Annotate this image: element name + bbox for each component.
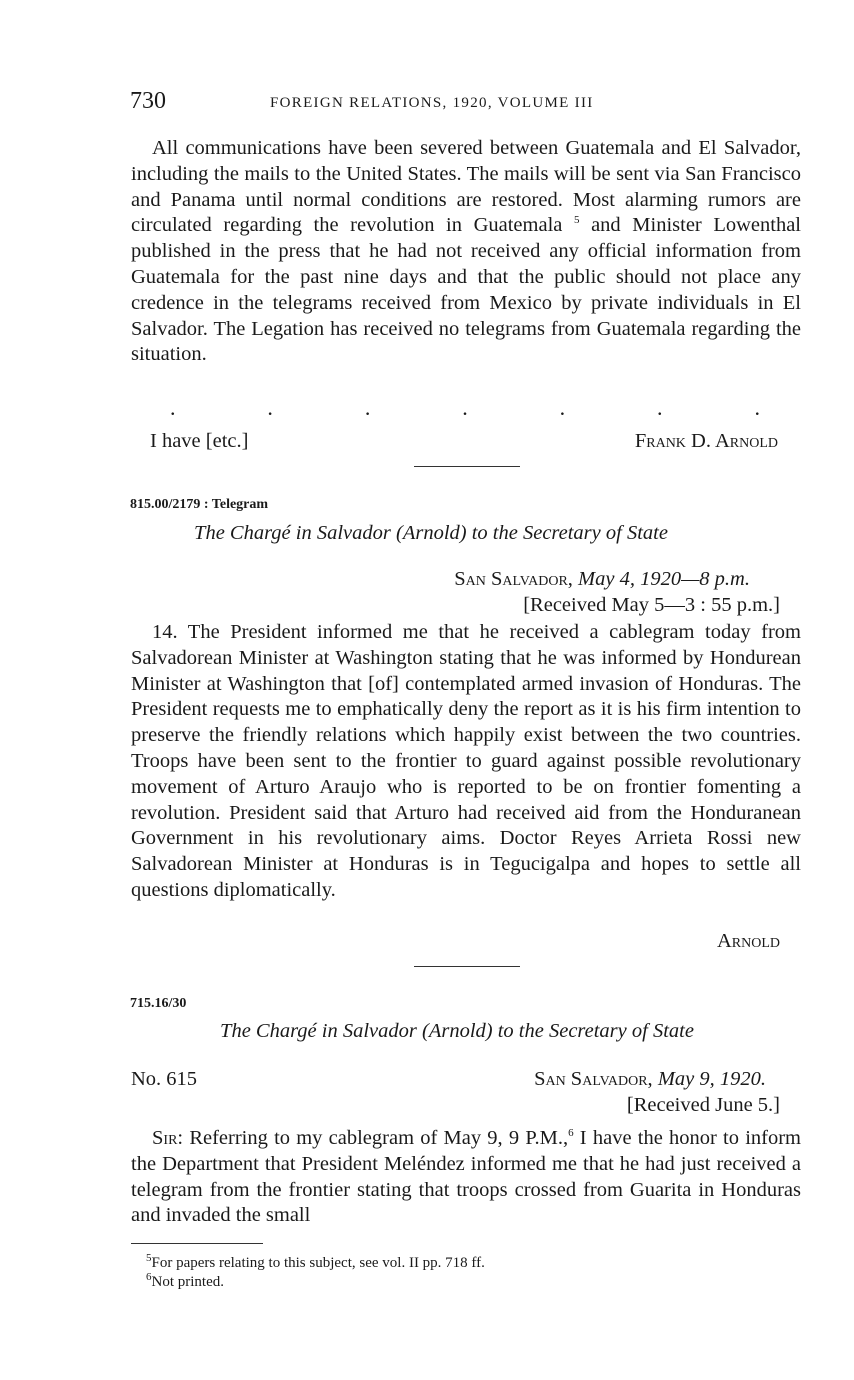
dateline: [534, 1068, 766, 1091]
ellipsis-dot: .: [364, 395, 371, 420]
dateline-place: San Salvador,: [454, 568, 573, 590]
despatch-body: [131, 1126, 801, 1229]
page-header: [130, 88, 800, 118]
footnote-mark: 6: [146, 1271, 152, 1283]
footnote-6: [146, 1273, 224, 1291]
document-title: The Chargé in Salvador (Arnold) to the Secretary of State: [220, 1020, 694, 1042]
section-divider: [414, 466, 520, 467]
footnote-rule: [131, 1243, 263, 1244]
intro-paragraph: [131, 136, 801, 368]
dateline: [454, 568, 750, 591]
ellipsis-dot: .: [754, 395, 760, 420]
file-number: 715.16/30: [130, 996, 187, 1011]
footnote-ref-6: 6: [568, 1127, 574, 1140]
footnote-5: [146, 1254, 485, 1272]
closing-line: I have [etc.]: [150, 430, 249, 452]
received-line: [Received May 5—3 : 55 p.m.]: [523, 594, 780, 616]
ellipsis-dot: .: [170, 395, 176, 420]
despatch-number: No. 615: [131, 1068, 198, 1090]
footnote-mark: 5: [146, 1252, 152, 1264]
signature-arnold: Arnold: [716, 930, 780, 952]
footnote-ref-5: 5: [573, 214, 580, 227]
salutation: Sir:: [152, 1127, 184, 1149]
received-line: [Received June 5.]: [626, 1094, 780, 1116]
page-number: 730: [130, 88, 166, 114]
despatch-text-a: Referring to my cablegram of May 9, 9 P.M.,: [183, 1127, 569, 1149]
ellipsis-dot: .: [657, 395, 663, 420]
document-title: The Chargé in Salvador (Arnold) to the Secretary of State: [194, 522, 668, 544]
despatch-text-b: I have the honor to inform the Department that President Meléndez informed me that he had just received a telegram from the frontier stating that troops crossed from Guarita in Honduras and invaded the small: [131, 1127, 802, 1227]
intro-text-a: All communications have been severed between Guatemala and El Salvador, including the mails to the United States. The mails will be sent via San Francisco and Panama until normal conditions are restored. Most alarming rumors are circulated regarding the revolution in Guatemala: [131, 137, 801, 237]
ellipsis-dot: .: [267, 395, 273, 420]
ellipsis-dot: .: [462, 395, 468, 420]
intro-text-b: and Minister Lowenthal published in the press that he had not received any official information from Guatemala for the past nine days and that the public should not place any credence in the telegrams received from Mexico by private individuals in El Salvador. The Legation has received no telegrams from Guatemala regarding the situation.: [131, 214, 802, 366]
dateline-place: San Salvador,: [534, 1068, 653, 1090]
signature-frank-arnold: Frank D. Arnold: [634, 430, 778, 452]
telegram-body: 14. The President informed me that he received a cablegram today from Salvadorean Minister at Washington stating that he was informed by Hondurean Minister at Washington that [of] contemplated armed invasion of Honduras. The President requests me to emphatically deny the report as it is his firm intention to preserve the friendly relations which happily exist between the two countries. Troops have been sent to the frontier to guard against possible revolutionary movement of Arturo Araujo who is reported to be on frontier fomenting a revolution. President said that Arturo had received aid from the Honduranean Government in his revolutionary aims. Doctor Reyes Arrieta Rossi new Salvadorean Minister at Honduras is in Tegucigalpa and hopes to settle all questions diplomatically.: [131, 621, 801, 901]
dateline-date: May 4, 1920—8 p.m.: [578, 568, 750, 590]
footnote-text: Not printed.: [151, 1274, 224, 1290]
section-divider: [414, 966, 520, 967]
dateline-date: May 9, 1920.: [657, 1068, 766, 1090]
running-head: FOREIGN RELATIONS, 1920, VOLUME III: [270, 95, 594, 111]
footnote-text: For papers relating to this subject, see vol. II pp. 718 ff.: [151, 1255, 485, 1271]
file-number: 815.00/2179 : Telegram: [130, 497, 269, 512]
ellipsis-row: [170, 395, 760, 420]
ellipsis-dot: .: [559, 395, 566, 420]
